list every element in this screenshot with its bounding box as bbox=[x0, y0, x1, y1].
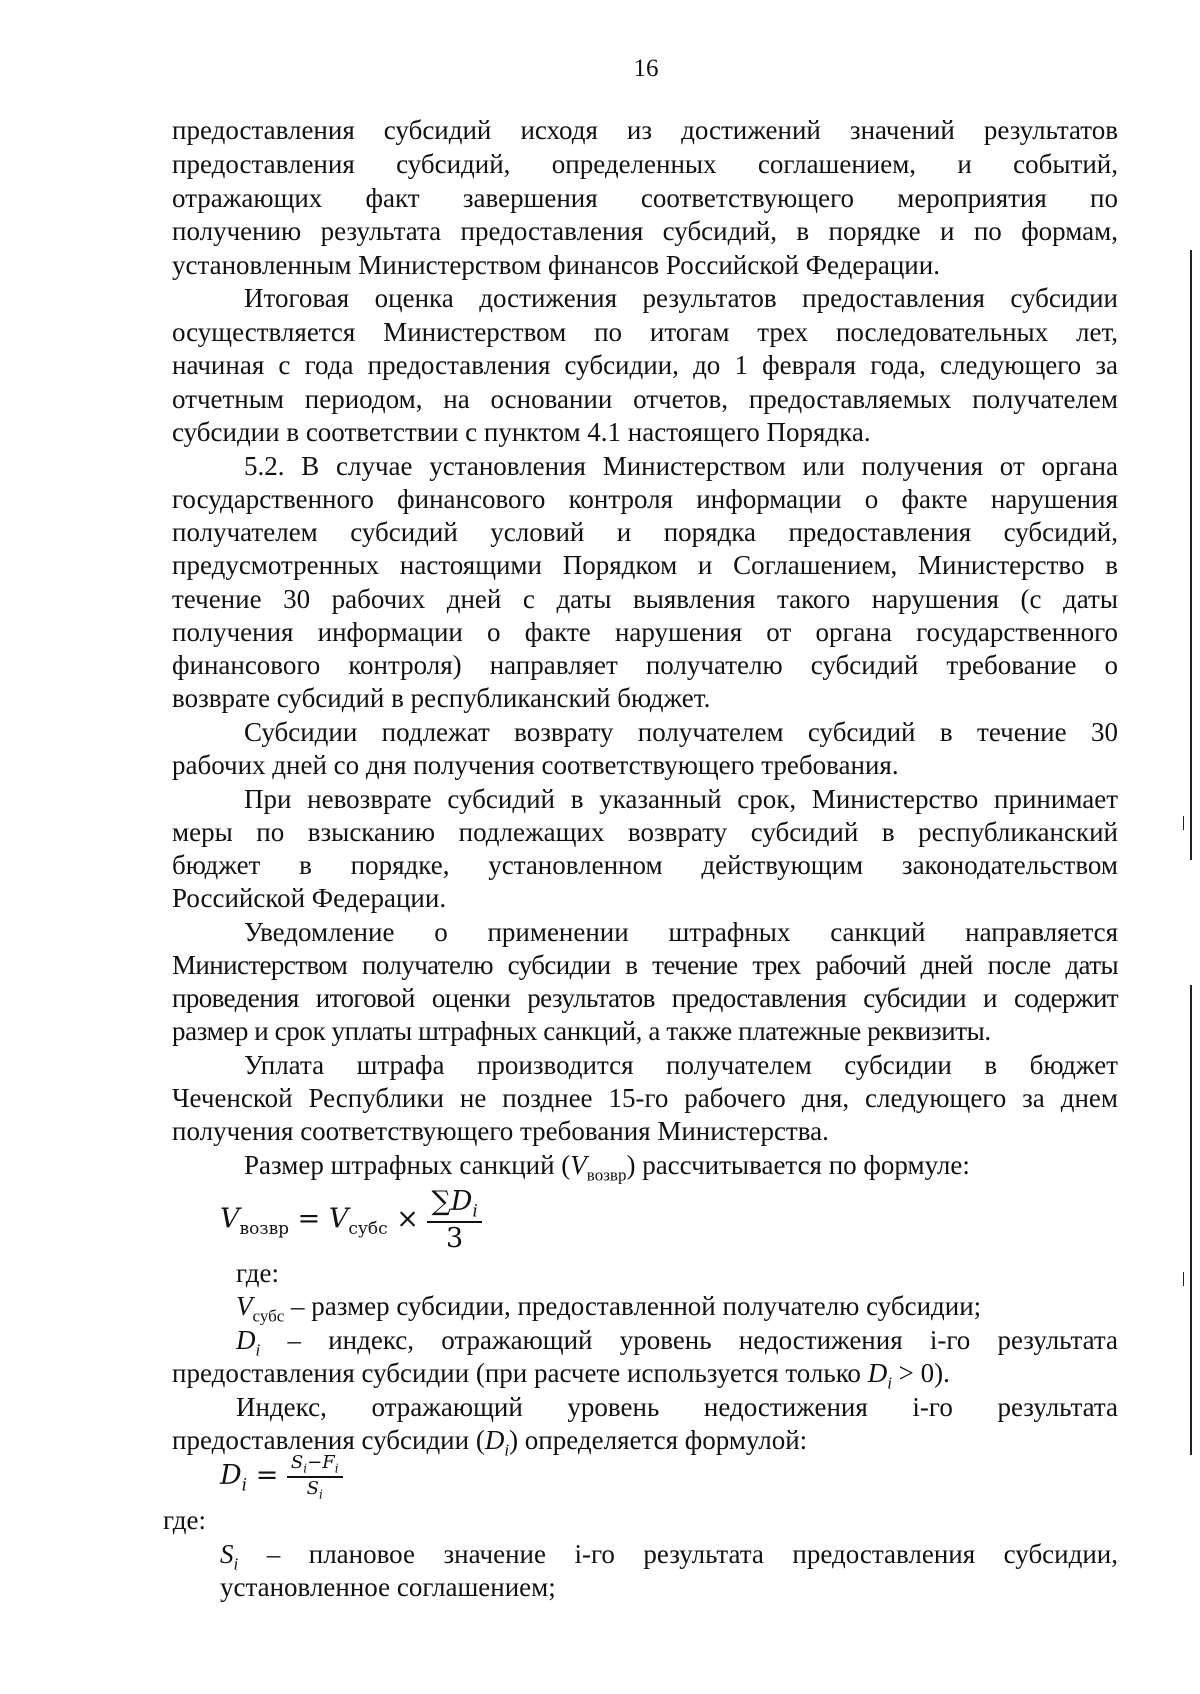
math-subscript: i bbox=[255, 1340, 261, 1360]
text-line: отражающих факт завершения соответствующего мероприятия по bbox=[172, 183, 1118, 213]
math-symbol: D bbox=[867, 1358, 888, 1388]
fraction-denominator: 3 bbox=[446, 1223, 464, 1255]
math-symbol: S bbox=[306, 1477, 319, 1499]
text-line: где: bbox=[236, 1258, 279, 1288]
fraction-numerator bbox=[287, 1452, 343, 1478]
text-line: рабочих дней со дня получения соответствующего требования. bbox=[172, 750, 899, 780]
math-symbol: S bbox=[290, 1452, 304, 1473]
index-formula bbox=[220, 1452, 343, 1501]
text-line: предусмотренных настоящими Порядком и Соглашением, Министерство в bbox=[172, 550, 1118, 580]
text-line: осуществляется Министерством по итогам трех последовательных лет, bbox=[172, 317, 1118, 347]
math-subscript: субс bbox=[348, 1219, 388, 1240]
text-line: получению результата предоставления субсидий, в порядке и по формам, bbox=[172, 216, 1118, 246]
text-line: 5.2. В случае установления Министерством или получения от органа bbox=[244, 451, 1118, 481]
text-line: Индекс, отражающий уровень недостижения i-го результата bbox=[236, 1392, 1118, 1422]
text-segment: Размер штрафных санкций ( bbox=[244, 1150, 571, 1180]
math-symbol: V bbox=[236, 1291, 253, 1321]
math-subscript: i bbox=[233, 1554, 239, 1574]
page-number: 16 bbox=[633, 55, 659, 82]
math-operator: × bbox=[396, 1203, 419, 1235]
math-symbol: D bbox=[484, 1425, 505, 1455]
fraction-denominator bbox=[287, 1478, 343, 1502]
text-segment: предоставления субсидии ( bbox=[172, 1425, 485, 1455]
text-line: Российской Федерации. bbox=[172, 883, 447, 913]
text-segment: > 0). bbox=[891, 1358, 950, 1388]
math-subscript: i bbox=[303, 1461, 308, 1476]
text-line: установленным Министерством финансов Российской Федерации. bbox=[172, 250, 940, 280]
math-subscript: возвр bbox=[586, 1165, 627, 1185]
math-subscript: i bbox=[887, 1373, 892, 1393]
math-symbol: S bbox=[220, 1539, 234, 1569]
math-subscript: возвр bbox=[239, 1219, 290, 1240]
math-sum: ∑D bbox=[431, 1186, 473, 1217]
math-subscript: i bbox=[334, 1461, 339, 1476]
text-line: Уплата штрафа производится получателем субсидии в бюджет bbox=[244, 1050, 1118, 1080]
fraction bbox=[287, 1452, 343, 1501]
text-line: государственного финансового контроля информации о факте нарушения bbox=[172, 484, 1118, 514]
text-line: установленное соглашением; bbox=[220, 1572, 556, 1602]
text-line: предоставления субсидий, определенных соглашением, и событий, bbox=[172, 149, 1118, 179]
text-line: отчетным периодом, на основании отчетов, предоставляемых получателем bbox=[172, 384, 1118, 414]
math-term bbox=[236, 1325, 261, 1360]
text-line: проведения итоговой оценки результатов предоставления субсидии и содержит bbox=[172, 983, 1118, 1013]
text-segment: ) определяется формулой: bbox=[509, 1425, 808, 1455]
fraction bbox=[427, 1186, 481, 1254]
text-segment: – плановое значение i-го результата предоставления субсидии, bbox=[238, 1539, 1118, 1569]
text-line: где: bbox=[163, 1505, 206, 1535]
math-subscript: i bbox=[504, 1440, 510, 1460]
math-subscript: i bbox=[318, 1487, 323, 1502]
text-line: получения информации о факте нарушения от органа государственного bbox=[172, 617, 1118, 647]
math-operator: − bbox=[307, 1452, 323, 1473]
scan-mark bbox=[1190, 250, 1192, 860]
text-line: Итоговая оценка достижения результатов предоставления субсидии bbox=[244, 283, 1118, 313]
text-line: бюджет в порядке, установленном действующим законодательством bbox=[172, 850, 1118, 880]
math-symbol: F bbox=[322, 1452, 335, 1473]
math-subscript: i bbox=[472, 1201, 478, 1222]
text-line: возврате субсидий в республиканский бюджет. bbox=[172, 683, 711, 713]
text-segment: ) рассчитывается по формуле: bbox=[626, 1150, 970, 1180]
text-line: меры по взысканию подлежащих возврату субсидий в республиканский bbox=[172, 817, 1118, 847]
text-segment: – размер субсидии, предоставленной получателю субсидии; bbox=[284, 1291, 982, 1321]
math-subscript: субс bbox=[252, 1306, 285, 1326]
math-symbol: D bbox=[236, 1325, 256, 1355]
text-line: финансового контроля) направляет получателю субсидий требование о bbox=[172, 650, 1118, 680]
scan-mark bbox=[1183, 816, 1184, 830]
text-line: субсидии в соответствии с пунктом 4.1 настоящего Порядка. bbox=[172, 417, 871, 447]
math-symbol: D bbox=[220, 1460, 242, 1492]
math-operator: = bbox=[255, 1460, 279, 1492]
text-line: получателем субсидий условий и порядка предоставления субсидий, bbox=[172, 517, 1118, 547]
text-line: течение 30 рабочих дней с даты выявления такого нарушения (с даты bbox=[172, 584, 1118, 614]
math-symbol: V bbox=[328, 1203, 349, 1235]
math-symbol: V bbox=[570, 1150, 587, 1180]
text-line: При невозврате субсидий в указанный срок, Министерство принимает bbox=[244, 784, 1118, 814]
text-line: получения соответствующего требования Министерства. bbox=[172, 1116, 829, 1146]
text-line: размер и срок уплаты штрафных санкций, а также платежные реквизиты. bbox=[172, 1016, 991, 1046]
scan-mark bbox=[1183, 1272, 1184, 1286]
text-line: Министерством получателю субсидии в течение трех рабочий дней после даты bbox=[172, 950, 1118, 980]
math-subscript: i bbox=[241, 1475, 248, 1496]
text-line: Субсидии подлежат возврату получателем субсидий в течение 30 bbox=[244, 717, 1118, 747]
fraction-numerator bbox=[427, 1186, 481, 1223]
text-line: начиная с года предоставления субсидии, до 1 февраля года, следующего за bbox=[172, 350, 1118, 380]
penalty-formula bbox=[220, 1186, 482, 1254]
math-operator: = bbox=[297, 1203, 321, 1235]
text-line: Чеченской Республики не позднее 15-го рабочего дня, следующего за днем bbox=[172, 1083, 1118, 1113]
math-symbol: V bbox=[220, 1203, 240, 1235]
text-line: Уведомление о применении штрафных санкций направляется bbox=[244, 917, 1118, 947]
math-term bbox=[220, 1539, 239, 1574]
text-segment: предоставления субсидии (при расчете используется только bbox=[172, 1358, 868, 1388]
text-segment: – индекс, отражающий уровень недостижения i-го результата bbox=[260, 1325, 1118, 1355]
scan-mark bbox=[1190, 985, 1192, 1455]
text-line: предоставления субсидий исходя из достижений значений результатов bbox=[172, 115, 1118, 145]
